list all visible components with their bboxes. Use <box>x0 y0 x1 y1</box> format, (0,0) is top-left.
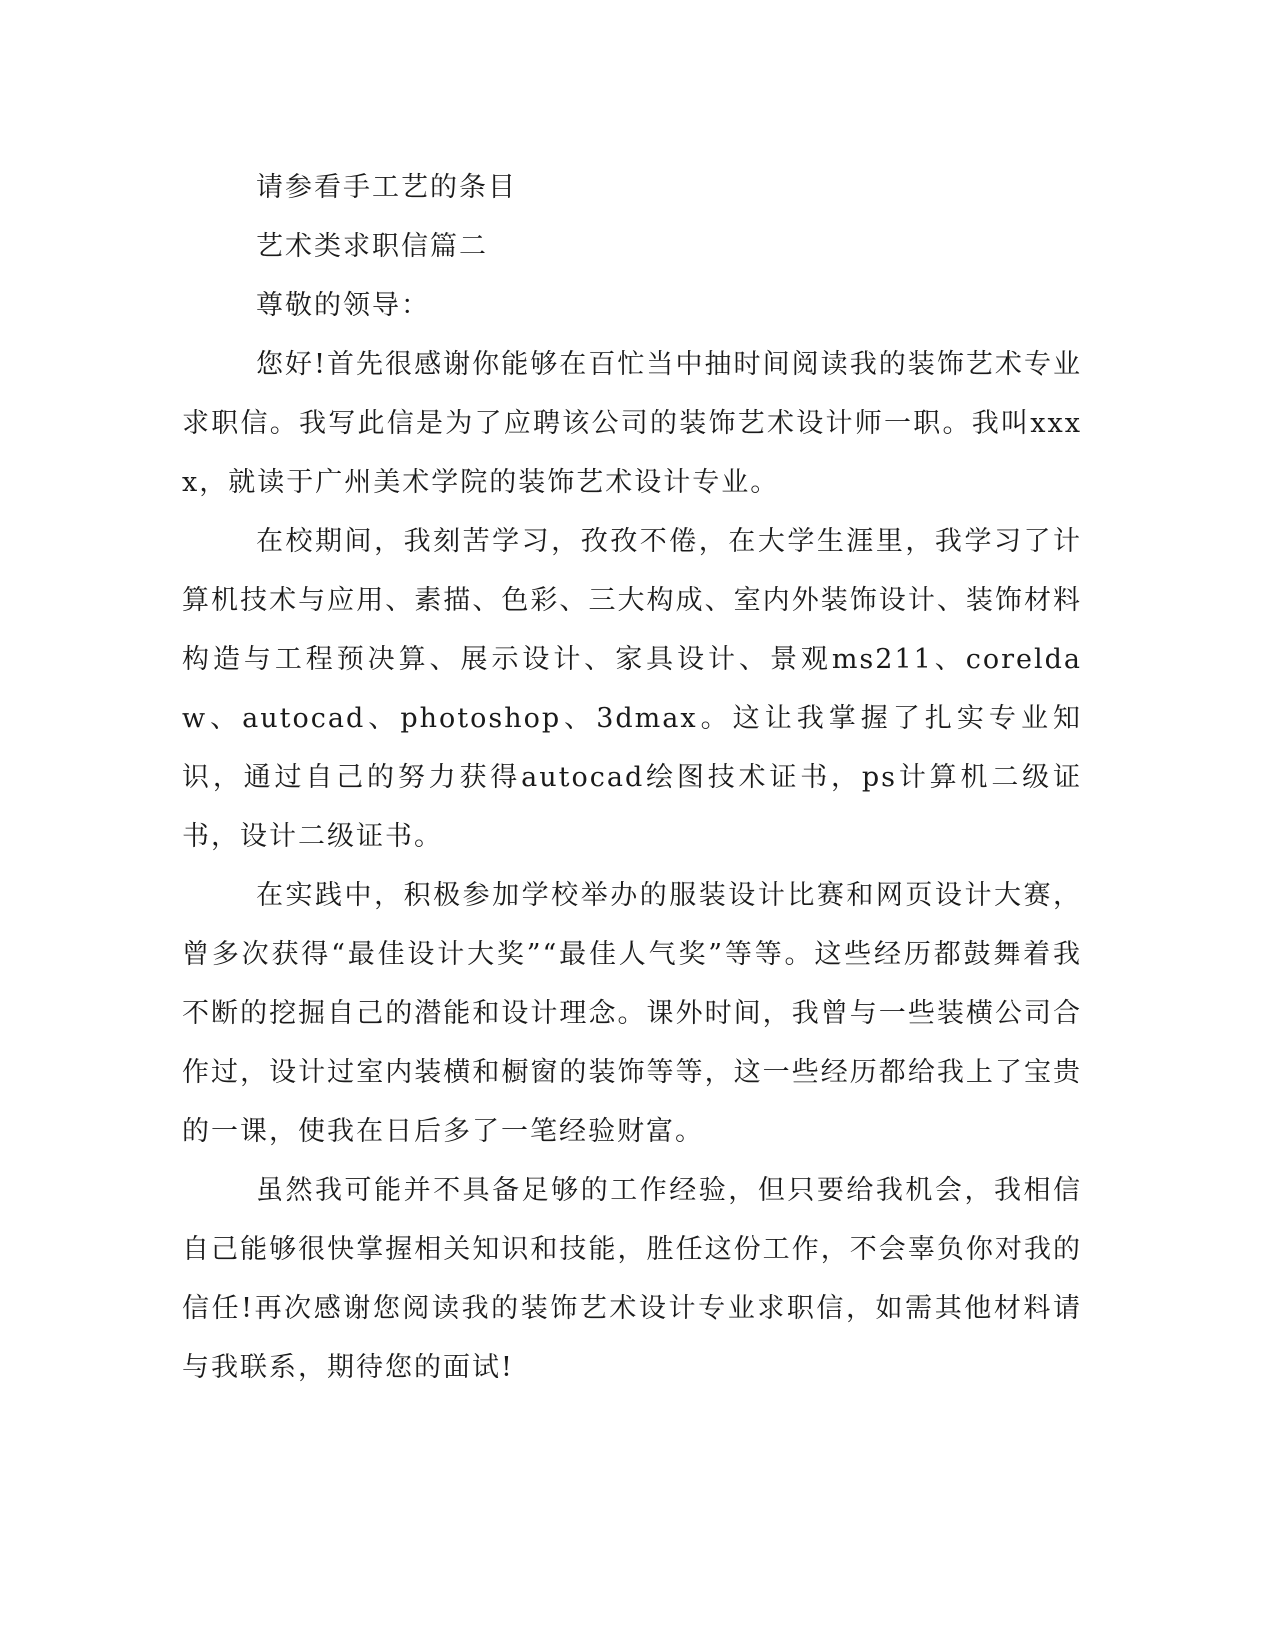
letter-body <box>182 158 1082 1397</box>
paragraph-salutation: 尊敬的领导： <box>256 290 430 321</box>
paragraph-section-title: 艺术类求职信篇二 <box>256 231 488 262</box>
paragraph-intro: 您好!首先很感谢你能够在百忙当中抽时间阅读我的装饰艺术专业求职信。我写此信是为了应聘该公司的装饰艺术设计师一职。我叫xxxx，就读于广州美术学院的装饰艺术设计专业。 <box>182 349 1082 498</box>
paragraph-reference-note: 请参看手工艺的条目 <box>256 172 517 203</box>
paragraph-experience: 在实践中，积极参加学校举办的服装设计比赛和网页设计大赛，曾多次获得“最佳设计大奖”“最佳人气奖”等等。这些经历都鼓舞着我不断的挖掘自己的潜能和设计理念。课外时间，我曾与一些装横公司合作过，设计过室内装横和橱窗的装饰等等，这一些经历都给我上了宝贵的一课，使我在日后多了一笔经验财富。 <box>182 880 1082 1147</box>
paragraph-education: 在校期间，我刻苦学习，孜孜不倦，在大学生涯里，我学习了计算机技术与应用、素描、色彩、三大构成、室内外装饰设计、装饰材料构造与工程预决算、展示设计、家具设计、景观ms211、coreldaw、autocad、photoshop、3dmax。这让我掌握了扎实专业知识，通过自己的努力获得autocad绘图技术证书，ps计算机二级证书，设计二级证书。 <box>182 526 1082 852</box>
paragraph-closing: 虽然我可能并不具备足够的工作经验，但只要给我机会，我相信自己能够很快掌握相关知识和技能，胜任这份工作，不会辜负你对我的信任!再次感谢您阅读我的装饰艺术设计专业求职信，如需其他材料请与我联系，期待您的面试! <box>182 1175 1082 1383</box>
